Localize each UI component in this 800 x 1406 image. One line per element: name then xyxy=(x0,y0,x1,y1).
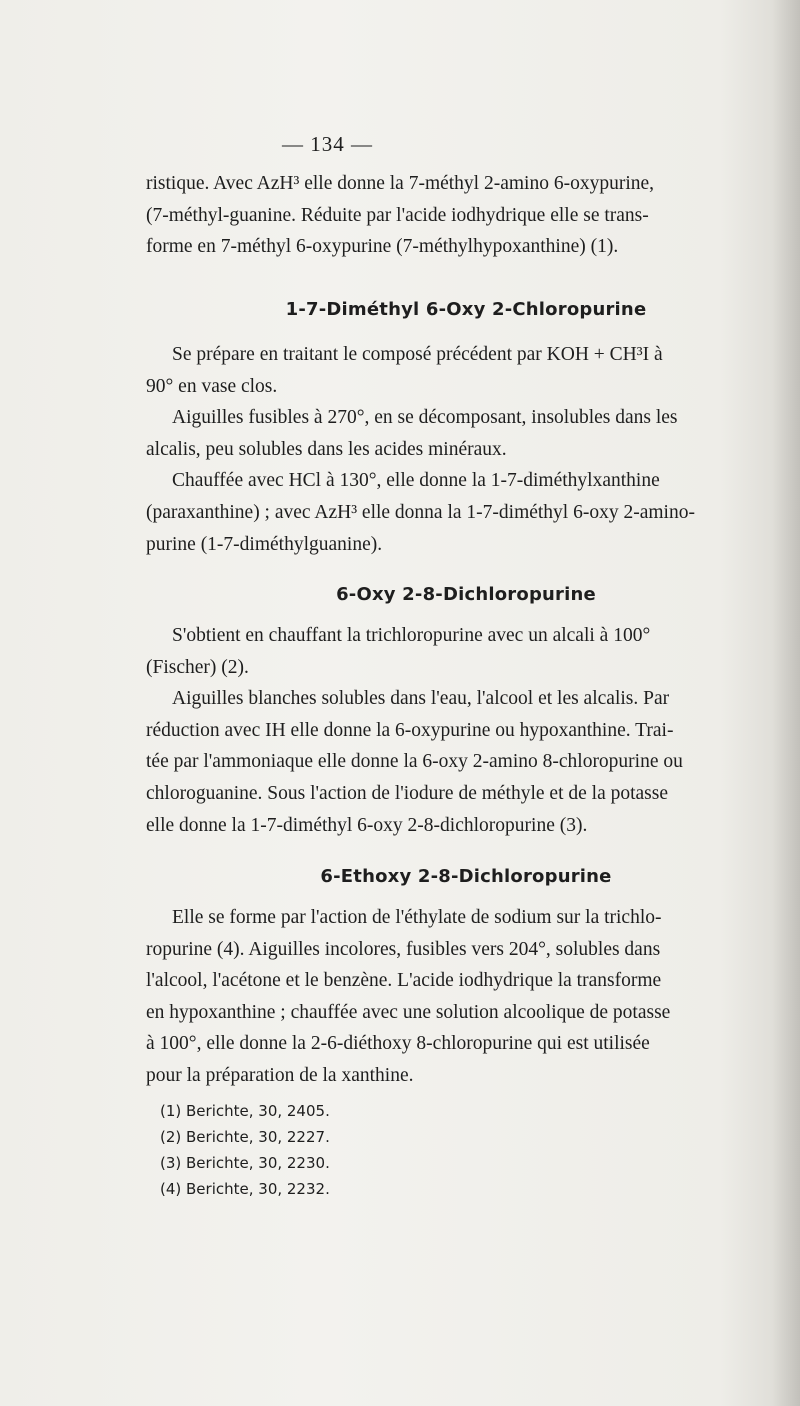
section-1-body xyxy=(146,339,786,560)
text-line: (Fischer) (2). xyxy=(146,656,249,678)
text-line: alcalis, peu solubles dans les acides minéraux. xyxy=(146,438,507,460)
footnotes xyxy=(160,1098,330,1202)
text-line: Se prépare en traitant le composé précédent par KOH + CH³I à xyxy=(172,344,663,365)
text-line: chloroguanine. Sous l'action de l'iodure de méthyle et de la potasse xyxy=(146,782,669,804)
text-line: pour la préparation de la xanthine. xyxy=(146,1064,414,1086)
text-line: purine (1-7-diméthylguanine). xyxy=(146,533,383,555)
page-number: — 134 — xyxy=(282,132,373,156)
text-line: tée par l'ammoniaque elle donne la 6-oxy 2-amino 8-chloropurine ou xyxy=(146,751,683,773)
footnote: (3) Berichte, 30, 2230. xyxy=(160,1154,330,1172)
text-line: l'alcool, l'acétone et le benzène. L'acide iodhydrique la transforme xyxy=(146,970,662,992)
section-2-body xyxy=(146,620,786,841)
text-line: Aiguilles fusibles à 270°, en se décomposant, insolubles dans les xyxy=(172,407,678,429)
text-line: (paraxanthine) ; avec AzH³ elle donna la 1-7-diméthyl 6-oxy 2-amino- xyxy=(146,501,695,523)
text-line: ropurine (4). Aiguilles incolores, fusibles vers 204°, solubles dans xyxy=(146,938,661,960)
section-heading-dimethyl-oxy-chloropurine: 1-7-Diméthyl 6-Oxy 2-Chloropurine xyxy=(285,299,647,320)
text-line: Elle se forme par l'action de l'éthylate de sodium sur la trichlo- xyxy=(172,907,662,928)
paragraph xyxy=(146,683,786,841)
section-heading-ethoxy-dichloropurine: 6-Ethoxy 2-8-Dichloropurine xyxy=(320,866,612,887)
text-line: Chauffée avec HCl à 130°, elle donne la 1-7-diméthylxanthine xyxy=(172,470,660,492)
section-heading-oxy-dichloropurine: 6-Oxy 2-8-Dichloropurine xyxy=(336,584,596,605)
paragraph xyxy=(146,465,786,560)
paragraph xyxy=(146,620,786,683)
text-line: forme en 7-méthyl 6-oxypurine (7-méthylhypoxanthine) (1). xyxy=(146,236,619,258)
text-line: 90° en vase clos. xyxy=(146,375,278,397)
text-line: en hypoxanthine ; chauffée avec une solution alcoolique de potasse xyxy=(146,1001,671,1023)
text-line: réduction avec IH elle donne la 6-oxypurine ou hypoxanthine. Trai- xyxy=(146,719,674,741)
paragraph xyxy=(146,902,786,1092)
text-line: (7-méthyl-guanine. Réduite par l'acide iodhydrique elle se trans- xyxy=(146,204,649,226)
intro-paragraph xyxy=(146,168,786,263)
text-line: elle donne la 1-7-diméthyl 6-oxy 2-8-dichloropurine (3). xyxy=(146,814,588,836)
footnote: (2) Berichte, 30, 2227. xyxy=(160,1128,330,1146)
text-line: S'obtient en chauffant la trichloropurine avec un alcali à 100° xyxy=(172,625,651,646)
intro-text xyxy=(146,168,786,263)
text-line: ristique. Avec AzH³ elle donne la 7-méthyl 2-amino 6-oxypurine, xyxy=(146,173,655,194)
section-3-body xyxy=(146,902,786,1092)
paragraph xyxy=(146,402,786,465)
text-line: à 100°, elle donne la 2-6-diéthoxy 8-chloropurine qui est utilisée xyxy=(146,1033,650,1055)
text-line: Aiguilles blanches solubles dans l'eau, l'alcool et les alcalis. Par xyxy=(172,688,670,710)
footnote: (1) Berichte, 30, 2405. xyxy=(160,1102,330,1120)
footnote: (4) Berichte, 30, 2232. xyxy=(160,1180,330,1198)
paragraph xyxy=(146,339,786,402)
